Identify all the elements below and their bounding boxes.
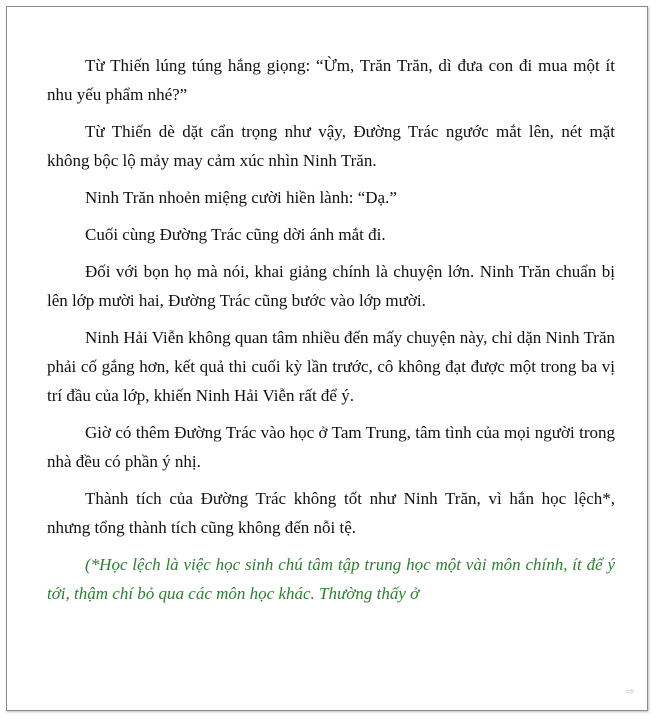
page-corner-arrow-icon: ⇨: [625, 685, 635, 698]
paragraph: Ninh Trăn nhoẻn miệng cười hiền lành: “Dạ.”: [85, 188, 397, 207]
paragraph: Ninh Hải Viễn không quan tâm nhiều đến mấy chuyện này, chỉ dặn Ninh Trăn phải cố gắng hơn, kết quả thi cuối kỳ lần trước, cô không đạt được một trong ba vị trí đầu của lớp, khiến Ninh Hải Viễn rất để ý.: [47, 328, 615, 405]
paragraph: Từ Thiến dè dặt cẩn trọng như vậy, Đường Trác ngước mắt lên, nét mặt không bộc lộ mảy may cảm xúc nhìn Ninh Trăn.: [47, 122, 615, 170]
document-page: [6, 6, 648, 711]
paragraph: Cuối cùng Đường Trác cũng dời ánh mắt đi.: [85, 225, 386, 244]
paragraph: Thành tích của Đường Trác không tốt như Ninh Trăn, vì hắn học lệch*, nhưng tổng thành tích cũng không đến nỗi tệ.: [47, 489, 615, 537]
paragraph: Giờ có thêm Đường Trác vào học ở Tam Trung, tâm tình của mọi người trong nhà đều có phần ý nhị.: [47, 423, 615, 471]
footnote-paragraph: (*Học lệch là việc học sinh chú tâm tập trung học một vài môn chính, ít để ý tới, thậm chí bỏ qua các môn học khác. Thường thấy ở: [47, 555, 615, 603]
paragraph: Từ Thiến lúng túng hắng giọng: “Ừm, Trăn Trăn, dì đưa con đi mua một ít nhu yếu phẩm nhé?”: [47, 56, 615, 104]
paragraph: Đối với bọn họ mà nói, khai giảng chính là chuyện lớn. Ninh Trăn chuẩn bị lên lớp mười hai, Đường Trác cũng bước vào lớp mười.: [47, 262, 615, 310]
document-body: [47, 51, 615, 616]
